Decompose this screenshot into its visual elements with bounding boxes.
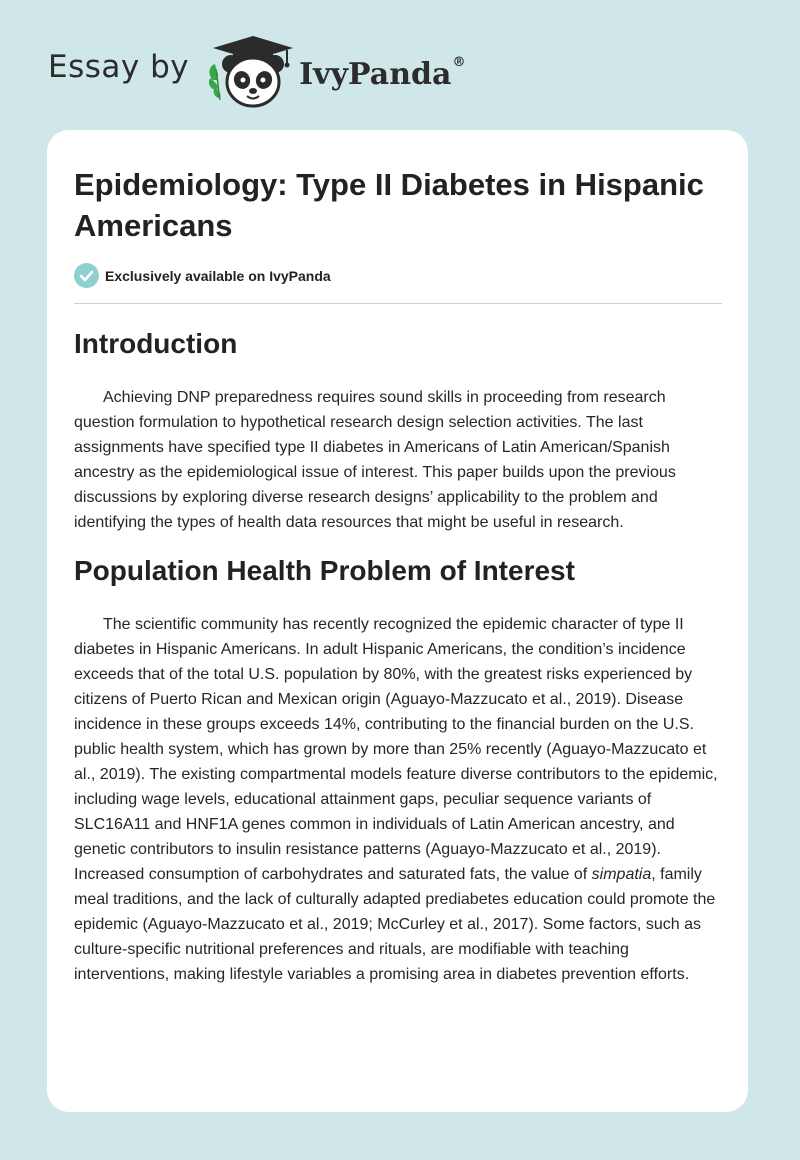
logo-wordmark (299, 54, 466, 92)
section-heading-introduction: Introduction (74, 328, 238, 359)
section-paragraph-population-health (74, 612, 726, 987)
site-header (48, 34, 465, 110)
logo-text: IvyPanda (299, 56, 452, 92)
article-card (47, 130, 748, 1112)
exclusive-badge (74, 263, 331, 288)
article-title: Epidemiology: Type II Diabetes in Hispanic Americans (74, 167, 704, 243)
paragraph-text-before-italic: The scientific community has recently recognized the epidemic character of type II diabetes in Hispanic Americans. In adult Hispanic Americans, the condition’s incidence exceeds that of the total U.S. population by 80%, with the greatest risks experienced by citizens of Puerto Rican and Mexican origin (Aguayo-Mazzucato et al., 2019). Disease incidence in these groups exceeds 14%, contributing to the financial burden on the U.S. public health system, which has grown by more than 25% recently (Aguayo-Mazzucato et al., 2019). The existing compartmental models feature diverse contributors to the epidemic, including wage levels, educational attainment gaps, peculiar sequence variants of SLC16A11 and HNF1A genes common in individuals of Latin American ancestry, and genetic contributors to insulin resistance patterns (Aguayo-Mazzucato et al., 2019). Increased consumption of carbohydrates and saturated fats, the value of (74, 616, 718, 883)
check-icon (74, 263, 99, 288)
panda-graduate-icon (203, 34, 295, 110)
registered-mark: ® (452, 54, 466, 70)
essay-by-label: Essay by (48, 49, 190, 85)
section-paragraph-introduction: Achieving DNP preparedness requires sound skills in proceeding from research question formulation to hypothetical research design selection activities. The last assignments have specified type II diabetes in Americans of Latin American/Spanish ancestry as the epidemiological issue of interest. This paper builds upon the previous discussions by exploring diverse research designs’ applicability to the problem and identifying the types of health data resources that might be useful in research. (74, 389, 676, 531)
divider (74, 303, 722, 304)
section-heading-population-health: Population Health Problem of Interest (74, 555, 575, 586)
paragraph-text-after-italic: , family meal traditions, and the lack of culturally adapted prediabetes education could promote the epidemic (Aguayo-Mazzucato et al., 2019; McCurley et al., 2017). Some factors, such as culture-specific nutritional preferences and rituals, are modifiable with teaching interventions, making lifestyle variables a promising area in diabetes prevention efforts. (74, 866, 716, 983)
italic-term: simpatia (591, 866, 652, 883)
badge-text: Exclusively available on IvyPanda (105, 267, 331, 284)
